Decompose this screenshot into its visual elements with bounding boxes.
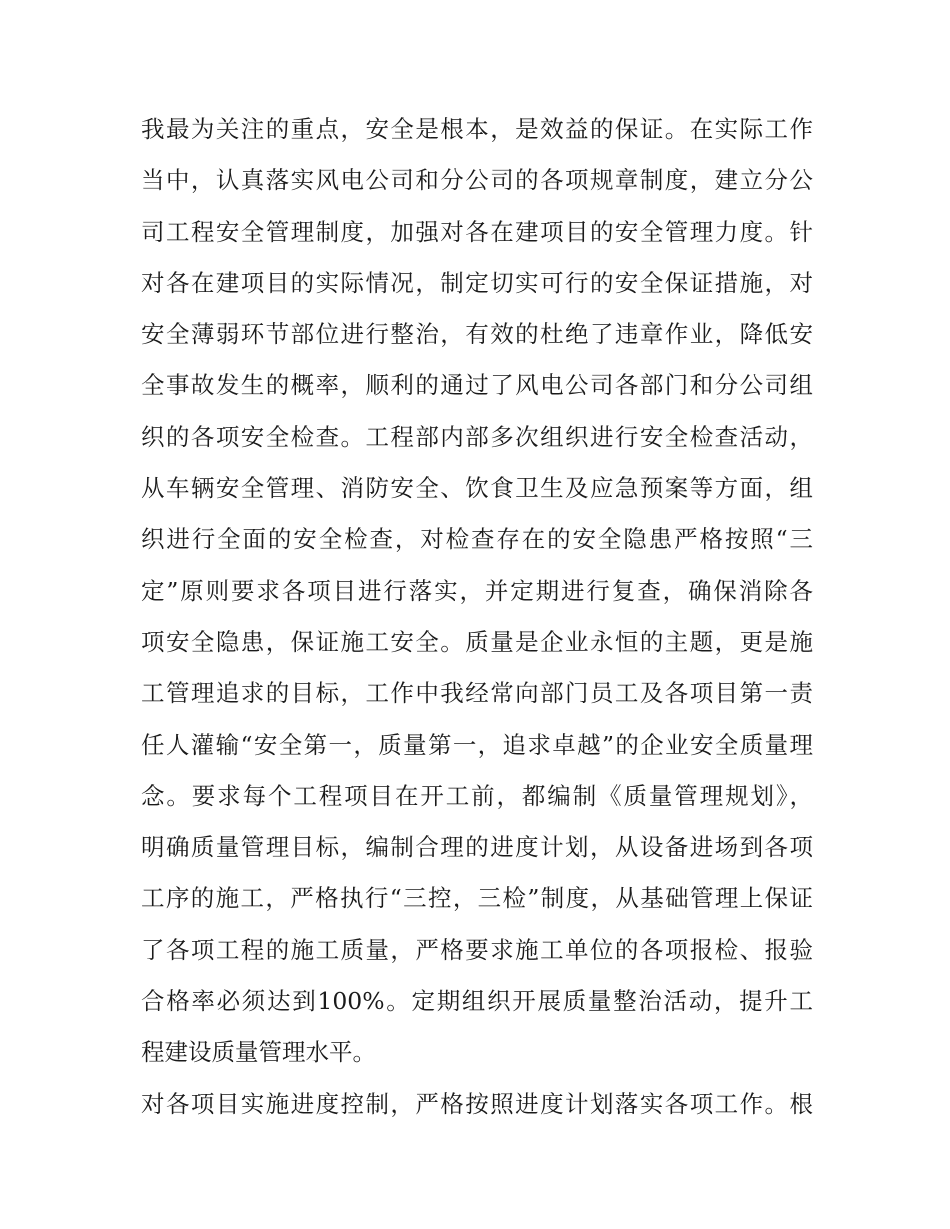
text-line: 定”原则要求各项目进行落实，并定期进行复查，确保消除各 bbox=[141, 576, 813, 605]
text-line: 项安全隐患，保证施工安全。质量是企业永恒的主题，更是施 bbox=[141, 627, 813, 656]
paragraph-safety-quality bbox=[141, 104, 813, 1079]
paragraph-schedule-control bbox=[141, 1079, 813, 1130]
text-line: 念。要求每个工程项目在开工前，都编制《质量管理规划》， bbox=[141, 781, 813, 810]
body-text bbox=[141, 104, 813, 1130]
text-line: 了各项工程的施工质量，严格要求施工单位的各项报检、报验 bbox=[141, 935, 813, 964]
text-line: 我最为关注的重点，安全是根本，是效益的保证。在实际工作 bbox=[141, 115, 813, 143]
text-line: 工管理追求的目标，工作中我经常向部门员工及各项目第一责 bbox=[141, 679, 813, 708]
text-line: 安全薄弱环节部位进行整治，有效的杜绝了违章作业，降低安 bbox=[141, 320, 813, 349]
text-line: 对各在建项目的实际情况，制定切实可行的安全保证措施，对 bbox=[141, 268, 813, 297]
text-line: 从车辆安全管理、消防安全、饮食卫生及应急预案等方面，组 bbox=[141, 474, 813, 503]
text-line: 司工程安全管理制度，加强对各在建项目的安全管理力度。针 bbox=[141, 217, 813, 246]
text-line: 全事故发生的概率，顺利的通过了风电公司各部门和分公司组 bbox=[141, 371, 813, 400]
text-line: 工序的施工，严格执行“三控，三检”制度，从基础管理上保证 bbox=[141, 884, 813, 913]
text-line: 任人灌输“安全第一，质量第一，追求卓越”的企业安全质量理 bbox=[141, 730, 813, 759]
text-line: 合格率必须达到100%。定期组织开展质量整治活动，提升工 bbox=[141, 987, 813, 1016]
text-line: 明确质量管理目标，编制合理的进度计划，从设备进场到各项 bbox=[141, 833, 813, 862]
text-line: 程建设质量管理水平。 bbox=[141, 1038, 376, 1067]
text-line: 织进行全面的安全检查，对检查存在的安全隐患严格按照“三 bbox=[141, 525, 813, 554]
text-line: 织的各项安全检查。工程部内部多次组织进行安全检查活动， bbox=[141, 422, 813, 451]
text-line: 对各项目实施进度控制，严格按照进度计划落实各项工作。根 bbox=[141, 1089, 813, 1118]
text-line: 当中，认真落实风电公司和分公司的各项规章制度，建立分公 bbox=[141, 166, 813, 195]
